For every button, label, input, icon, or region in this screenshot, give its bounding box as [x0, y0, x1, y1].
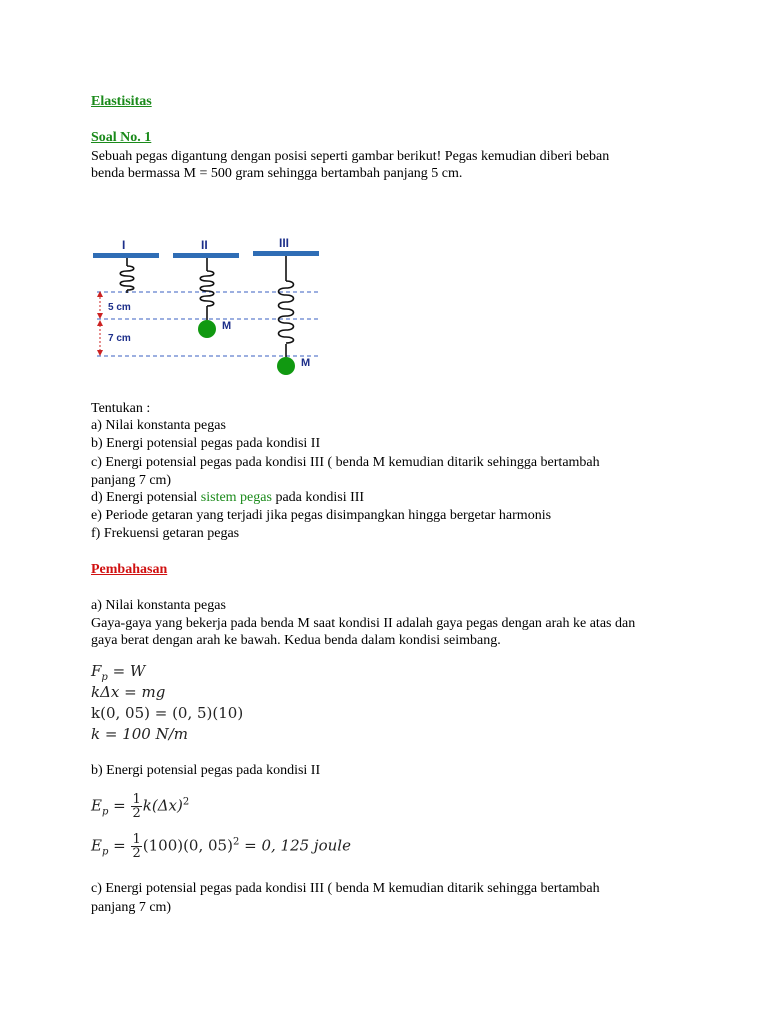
- eq6-tail: = 0, 125 joule: [239, 836, 351, 855]
- spring-II: [200, 258, 214, 320]
- eq5-den: 2: [132, 806, 141, 821]
- task-f: f) Frekuensi getaran pegas: [91, 526, 240, 541]
- ceiling-bar-III: [253, 251, 319, 256]
- eq6-sub: p: [101, 846, 109, 858]
- eq3-text: k(0, 05) = (0, 5)(10): [91, 704, 244, 722]
- spring-figure: [91, 233, 331, 383]
- tasks-heading: Tentukan :: [91, 401, 151, 416]
- task-a: a) Nilai konstanta pegas: [91, 418, 226, 433]
- eq1-sub: p: [101, 672, 108, 683]
- mass-II: [198, 320, 216, 338]
- label-I: I: [122, 238, 126, 252]
- eq6-num: 1: [132, 832, 141, 847]
- equation-3: [91, 704, 243, 722]
- eq6-e: E: [91, 836, 102, 855]
- solution-a-title: a) Nilai konstanta pegas: [91, 598, 226, 613]
- solution-heading-link[interactable]: Pembahasan: [91, 562, 168, 577]
- mass-III: [277, 357, 295, 375]
- solution-c-title-line1: c) Energi potensial pegas pada kondisi III ( benda M kemudian ditarik sehingga bertambah: [91, 881, 600, 896]
- mass-label-III: M: [301, 357, 311, 369]
- eq5-sub: p: [101, 806, 109, 818]
- eq5-fraction: [131, 793, 141, 820]
- eq6-fraction: [131, 833, 141, 860]
- eq2-text: kΔx = mg: [91, 683, 166, 701]
- task-c-line1: c) Energi potensial pegas pada kondisi III ( benda M kemudian ditarik sehingga bertambah: [91, 455, 600, 470]
- eq4-text: k = 100 N/m: [91, 725, 188, 743]
- equation-4: [91, 725, 188, 743]
- equation-1: [91, 662, 145, 683]
- ceiling-bar-I: [93, 253, 159, 258]
- task-d-post: pada kondisi III: [271, 490, 365, 505]
- problem-title-link[interactable]: Soal No. 1: [91, 130, 152, 145]
- dim-7cm: 7 cm: [108, 333, 131, 344]
- spring-III: [279, 256, 294, 357]
- equation-2: [91, 683, 165, 701]
- ceiling-bar-II: [173, 253, 239, 258]
- task-d: [91, 489, 364, 507]
- task-e: e) Periode getaran yang terjadi jika pegas disimpangkan hingga bergetar harmonis: [91, 508, 552, 523]
- eq6-den: 2: [132, 846, 141, 861]
- eq5-rhs: k(Δx): [142, 796, 183, 815]
- eq1-f: F: [91, 662, 102, 680]
- solution-a-paragraph-2: gaya berat dengan arah ke bawah. Kedua benda dalam kondisi seimbang.: [91, 633, 501, 648]
- label-II: II: [201, 238, 208, 252]
- eq1-rhs: = W: [107, 662, 146, 680]
- topic-link[interactable]: Elastisitas: [91, 94, 152, 109]
- intro-line-2: benda bermassa M = 500 gram sehingga bertambah panjang 5 cm.: [91, 166, 463, 181]
- equation-5: $E_p$ = $\frac{1}{2}$ $k(\Delta x)^2$: [91, 792, 190, 821]
- eq6-rhs: (100)(0, 05): [142, 836, 233, 855]
- eq6-sup: 2: [232, 836, 240, 848]
- task-d-pre: d) Energi potensial: [91, 490, 201, 505]
- eq5-e: E: [91, 796, 102, 815]
- sistem-pegas-link[interactable]: sistem pegas: [200, 490, 272, 505]
- task-c-line2: panjang 7 cm): [91, 473, 172, 488]
- solution-c-title-line2: panjang 7 cm): [91, 900, 172, 915]
- solution-b-title: b) Energi potensial pegas pada kondisi II: [91, 763, 321, 778]
- dim-5cm: 5 cm: [108, 302, 131, 313]
- task-b: b) Energi potensial pegas pada kondisi II: [91, 436, 321, 451]
- intro-line-1: Sebuah pegas digantung dengan posisi seperti gambar berikut! Pegas kemudian diberi beban: [91, 149, 610, 164]
- label-III: III: [279, 236, 290, 250]
- eq5-sup: 2: [182, 796, 190, 808]
- spring-I: [120, 258, 134, 293]
- solution-a-paragraph-1: Gaya-gaya yang bekerja pada benda M saat kondisi II adalah gaya pegas dengan arah ke atas dan: [91, 616, 636, 631]
- equation-6: $E_p$ = $\frac{1}{2}$ (100)(0, 05)$^2$ = 0, 125 joule: [91, 832, 351, 861]
- mass-label-II: M: [222, 320, 232, 332]
- eq5-num: 1: [132, 792, 141, 807]
